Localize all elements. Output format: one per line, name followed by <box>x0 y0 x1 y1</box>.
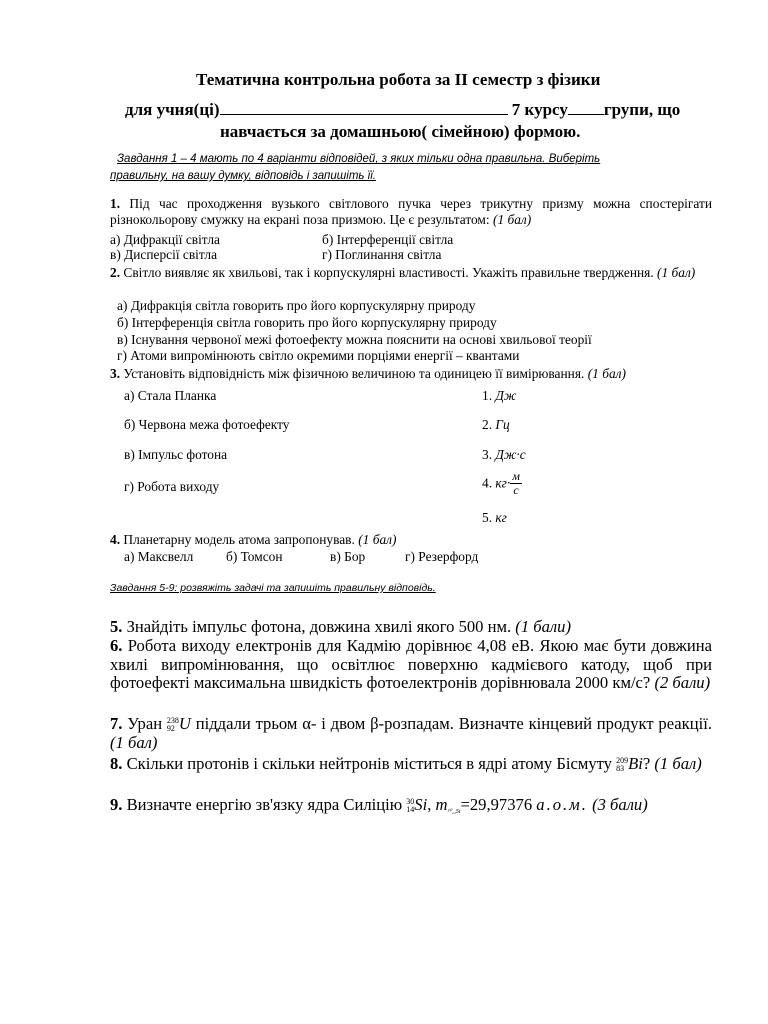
fraction-denominator: с <box>513 483 519 497</box>
q3-right-4 <box>482 470 522 497</box>
q3-left-v: в) Імпульс фотона <box>124 447 228 462</box>
mass-number: 238 <box>166 716 179 726</box>
q3-right-3 <box>482 447 526 463</box>
element-symbol: Si <box>414 795 428 814</box>
question-text: Визначте енергію зв'язку ядра Силіцію <box>126 795 403 814</box>
question-text: Планетарну модель атома запропонував. <box>123 532 355 547</box>
fraction-numerator: м <box>512 469 520 483</box>
q2-option-b: б) Інтерференція світла говорить про його корпускулярну природу <box>117 315 497 330</box>
element-symbol: Bi <box>628 754 643 773</box>
question-text: Під час проходження вузького світлового пучка через трикутну призму можна спостерігати різнокольорову смужку на екрані поза призмою. Це є результатом: <box>110 196 712 228</box>
item-number: 4. <box>482 475 493 491</box>
points: (1 бал) <box>587 366 626 381</box>
student-line <box>125 100 680 120</box>
question-9: 9. Визначте енергію зв'язку ядра Силіцію 30 14 Si, m³⁰₁₄Si=29,97376 а.о.м. (3 бали) <box>110 795 648 815</box>
points: (1 бал) <box>358 532 397 547</box>
question-1 <box>110 196 712 229</box>
question-6 <box>110 637 712 693</box>
question-2 <box>110 265 712 281</box>
instructions-2: Завдання 5-9: розвяжіть задачі та запишіть правильну відповідь. <box>110 582 436 594</box>
item-number: 2. <box>482 417 493 432</box>
student-label: для учня(ці) <box>125 100 220 119</box>
question-5 <box>110 618 571 637</box>
points: (3 бали) <box>592 795 648 814</box>
points: (1 бал) <box>654 754 702 773</box>
atomic-number: 83 <box>616 764 625 774</box>
question-number: 2. <box>110 265 121 280</box>
silicon-nuclide <box>406 798 414 814</box>
points: (1 бал) <box>493 212 532 228</box>
question-number: 3. <box>110 366 121 381</box>
group-blank[interactable] <box>568 100 604 115</box>
q4-option-b: б) Томсон <box>226 549 283 564</box>
item-number: 1. <box>482 388 493 403</box>
uranium-nuclide <box>167 717 179 733</box>
q2-option-g: г) Атоми випромінюють світло окремими порціями енергії – квантами <box>117 348 520 363</box>
unit: Дж·с <box>495 447 526 462</box>
instructions-line-1: Завдання 1 – 4 мають по 4 варіанти відповідей, з яких тільки одна правильна. Виберіть <box>117 153 601 165</box>
q3-left-b: б) Червона межа фотоефекту <box>124 417 290 432</box>
item-number: 3. <box>482 447 493 462</box>
points: (1 бал) <box>657 265 696 280</box>
q1-option-v: в) Дисперсії світла <box>110 247 218 262</box>
group-label: групи, що <box>603 100 681 119</box>
points: (1 бал) <box>110 732 158 752</box>
bismuth-nuclide <box>616 757 628 773</box>
question-number: 1. <box>110 196 121 211</box>
unit: Дж <box>495 388 517 403</box>
q3-right-1 <box>482 388 516 404</box>
q3-left-a: а) Стала Планка <box>124 388 217 403</box>
instructions-line-2: правильну, на вашу думку, відповідь і запишіть її. <box>110 170 376 182</box>
mass-value: =29,97376 <box>460 795 533 814</box>
q3-right-2 <box>482 417 510 433</box>
question-number: 9. <box>110 795 123 814</box>
question-text-b: піддали трьом α- і двом β-розпадам. Визначте кінцевий продукт реакції. <box>195 714 712 733</box>
q1-option-b: б) Інтерференції світла <box>322 232 454 247</box>
question-number: 4. <box>110 532 121 547</box>
mass-subscript: ³⁰₁₄Si <box>447 809 461 815</box>
mass-number: 209 <box>616 756 629 766</box>
question-text: Скільки протонів і скільки нейтронів міститься в ядрі атому Бісмуту <box>126 754 612 773</box>
question-text: Світло виявляє як хвильові, так і корпускулярні властивості. Укажіть правильне твердження. <box>123 265 654 280</box>
points: (1 бали) <box>515 617 571 636</box>
atomic-number: 92 <box>166 724 175 734</box>
q1-option-g: г) Поглинання світла <box>322 247 442 262</box>
student-name-blank[interactable] <box>220 100 508 115</box>
atomic-number: 14 <box>406 805 415 815</box>
mass-number: 30 <box>406 797 415 807</box>
question-number: 8. <box>110 754 123 773</box>
page-title: Тематична контрольна робота за ІІ семестр з фізики <box>196 70 601 89</box>
q1-option-a: а) Дифракції світла <box>110 232 220 247</box>
question-number: 6. <box>110 636 123 655</box>
question-mark: ? <box>642 754 651 773</box>
q2-option-a: а) Дифракція світла говорить про його корпускулярну природу <box>117 298 476 313</box>
element-symbol: U <box>178 714 191 733</box>
q2-option-v: в) Існування червоної межі фотоефекту можна пояснити на основі хвильової теорії <box>117 332 592 347</box>
question-number: 7. <box>110 714 123 733</box>
question-4 <box>110 532 396 548</box>
form-line: навчається за домашньою( сімейною) формою. <box>220 122 581 141</box>
question-8 <box>110 755 712 774</box>
points: (2 бали) <box>654 673 711 693</box>
question-7 <box>110 715 712 752</box>
unit: Гц <box>495 417 510 432</box>
question-text-a: Уран <box>127 714 163 733</box>
question-text: Робота виходу електронів для Кадмію дорівнює 4,08 еВ. Якою має бути довжина хвилі випромінювання, що освітлює поверхню кадмієвого катоду, щоб при фотоефекті максимальна швидкість фотоелектронів дорівнювала 2000 км/с? <box>110 636 712 693</box>
item-number: 5. <box>482 510 493 525</box>
q4-option-g: г) Резерфорд <box>405 549 479 564</box>
fraction <box>510 470 522 497</box>
mass-unit: а.о.м. <box>536 795 588 814</box>
question-text: Установіть відповідність між фізичною величиною та одиницею її вимірювання. <box>123 366 585 381</box>
question-3 <box>110 366 626 382</box>
q3-left-g: г) Робота виходу <box>124 479 220 494</box>
mass-symbol: m <box>435 795 448 814</box>
q4-option-a: а) Максвелл <box>124 549 194 564</box>
course-label: 7 курсу <box>511 100 568 119</box>
unit: кг· <box>495 475 511 491</box>
question-number: 5. <box>110 617 123 636</box>
q3-right-5 <box>482 510 507 526</box>
unit: кг <box>495 510 507 525</box>
q4-option-v: в) Бор <box>330 549 366 564</box>
question-text: Знайдіть імпульс фотона, довжина хвилі якого 500 нм. <box>126 617 512 636</box>
